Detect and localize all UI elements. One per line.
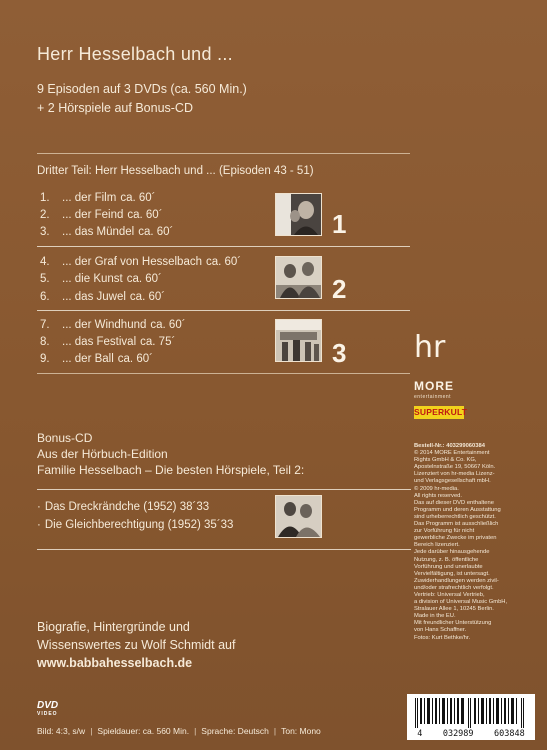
divider bbox=[37, 246, 410, 247]
cover-title: Herr Hesselbach und ... bbox=[37, 44, 233, 64]
episode-summary: 9 Episoden auf 3 DVDs (ca. 560 Min.) bbox=[37, 82, 247, 96]
hr-logo: hr bbox=[414, 330, 446, 365]
superkult-logo: SUPERKULT bbox=[414, 407, 468, 417]
episode-item: 7. ... der Windhund ca. 60´ bbox=[40, 319, 186, 331]
divider bbox=[37, 549, 411, 550]
legal-notice: Bestell-Nr.: 403299060384 © 2014 MORE Entertainment Rights GmbH & Co. KG, Apostelnstraße 19, 50667 Köln. Lizenziert von hr-media Lizenz- und Verlagsgesellschaft mbH. © 2009 hr-media. All rights reserved. Das auf dieser DVD enthaltene Programm und deren Ausstattung sind urheberrechtlich geschützt. Das Programm ist ausschließlich zur Vorführung für nicht gewerbliche Zwecke im privaten Bereich lizenziert. Jede darüber hinausgehende Nutzung, z. B. öffentliche Vorführung und unerlaubte Vervielfältigung, ist untersagt. Zuwiderhandlungen werden zivil- und/oder strafrechtlich verfolgt. Vertrieb: Universal Vertrieb, a division of Universal Music GmbH, Stralauer Allee 1, 10245 Berlin. Made in the EU. Mit freundlicher Unterstützung von Hans Schaffner. Fotos: Kurt Bethke/hr. bbox=[414, 443, 532, 642]
episode-item: 6. ... das Juwel ca. 60´ bbox=[40, 291, 166, 303]
tech-specs: Bild: 4:3, s/w | Spieldauer: ca. 560 Min. | Sprache: Deutsch | Ton: Mono bbox=[37, 726, 321, 736]
disc-number: 2 bbox=[332, 274, 347, 304]
bonus-item: · Das Dreckrändche (1952) 38´33 bbox=[37, 501, 210, 513]
bonus-edition: Aus der Hörbuch-Edition bbox=[37, 447, 168, 461]
bio-line-1: Biografie, Hintergründe und bbox=[37, 620, 190, 634]
disc-1-photo bbox=[275, 193, 322, 236]
barcode-bars bbox=[413, 698, 529, 728]
website-link[interactable]: www.babbahesselbach.de bbox=[37, 656, 193, 670]
episode-item: 9. ... der Ball ca. 60´ bbox=[40, 353, 153, 365]
more-tagline: entertainment bbox=[414, 394, 452, 400]
bonus-photo bbox=[275, 495, 322, 538]
divider bbox=[37, 373, 410, 374]
disc-2-photo bbox=[275, 256, 322, 299]
dvd-video-logo: DVD VIDEO bbox=[37, 700, 59, 717]
divider bbox=[37, 489, 411, 490]
bonus-description: Familie Hesselbach – Die besten Hörspiele, Teil 2: bbox=[37, 463, 305, 477]
episode-item: 4. ... der Graf von Hesselbach ca. 60´ bbox=[40, 256, 242, 268]
more-logo: MORE bbox=[414, 379, 454, 393]
disc-number: 3 bbox=[332, 338, 347, 368]
bio-line-2: Wissenswertes zu Wolf Schmidt auf bbox=[37, 638, 236, 652]
barcode bbox=[407, 694, 535, 740]
bonus-item: · Die Gleichberechtigung (1952) 35´33 bbox=[37, 519, 234, 531]
part-title: Dritter Teil: Herr Hesselbach und ... (Episoden 43 - 51) bbox=[37, 165, 314, 177]
divider bbox=[37, 310, 410, 311]
divider bbox=[37, 153, 410, 154]
order-number: Bestell-Nr.: 403299060384 bbox=[414, 443, 485, 449]
episode-item: 8. ... das Festival ca. 75´ bbox=[40, 336, 176, 348]
episode-item: 5. ... die Kunst ca. 60´ bbox=[40, 273, 162, 285]
episode-item: 2. ... der Feind ca. 60´ bbox=[40, 209, 163, 221]
disc-number: 1 bbox=[332, 209, 347, 239]
episode-item: 3. ... das Mündel ca. 60´ bbox=[40, 226, 174, 238]
bonus-summary: + 2 Hörspiele auf Bonus-CD bbox=[37, 101, 193, 115]
episode-item: 1. ... der Film ca. 60´ bbox=[40, 192, 156, 204]
bonus-heading: Bonus-CD bbox=[37, 431, 93, 445]
disc-3-photo bbox=[275, 319, 322, 362]
barcode-digits: 4 032989 603848 bbox=[417, 729, 525, 739]
